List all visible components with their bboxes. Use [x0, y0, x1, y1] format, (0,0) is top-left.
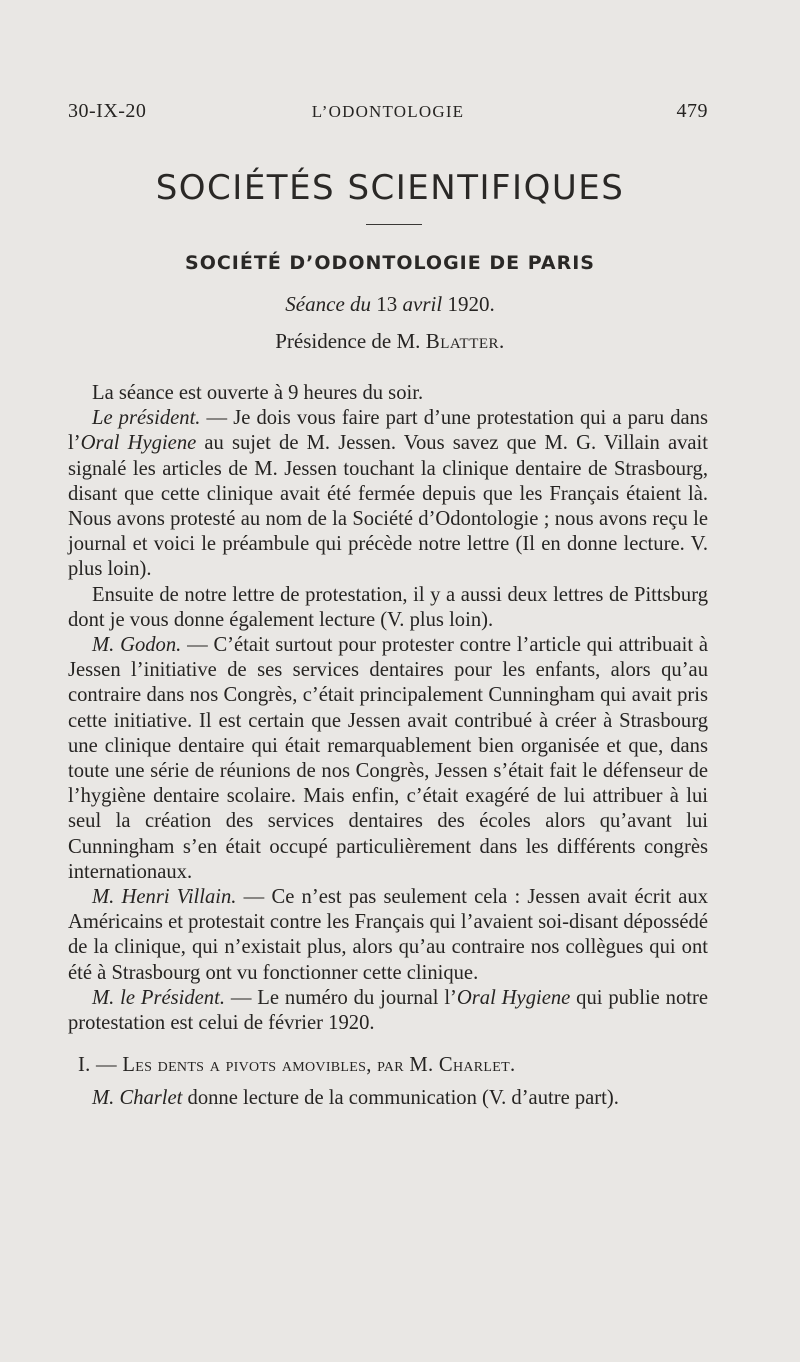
society-name: SOCIÉTÉ D’ODONTOLOGIE DE PARIS [185, 252, 595, 274]
paragraph [68, 583, 708, 633]
paragraph-text: — Je dois vous faire part d’une protestation qui a paru dans l’ [68, 407, 708, 455]
paragraph-text-cont: au sujet de M. Jessen. Vous savez que M. G. Villain avait signalé les articles de M. Jessen touchant la clinique dentaire de Strasbourg, disant que cette clinique avait été fermée depuis que les Français étaient là. Nous avons protesté au nom de la Société d’Odontologie ; nous avons reçu le journal et voici le préambule qui précède notre lettre (Il en donne lecture. V. plus loin). [68, 432, 708, 581]
paragraph-text: — Ce n’est pas seulement cela : Jessen avait écrit aux Américains et protestait contre les Français qui l’avaient soi-disant dépossédé de la clinique, qui n’existait plus, alors qu’au contraire nos collègues qui ont été à Strasbourg ont vu fonctionner cette clinique. [68, 886, 709, 984]
running-header [68, 100, 708, 130]
paragraph [68, 633, 708, 885]
paragraph-text-cont: qui publie notre protestation est celui de février 1920. [68, 986, 708, 1035]
paragraph-text: donne lecture de la communication (V. d’autre part). [182, 1087, 619, 1110]
session-year: 1920. [447, 292, 495, 316]
speaker-name: M. le Président. [92, 986, 225, 1009]
journal-title: L’ODONTOLOGIE [311, 102, 465, 121]
paragraph [68, 1086, 708, 1111]
section-heading: I. — Les dents a pivots amovibles, par M. Charlet. [78, 1054, 516, 1077]
paragraph-text: Ensuite de notre lettre de protestation, il y a aussi deux lettres de Pittsburg dont je vous donne également lecture (V. plus loin). [68, 583, 708, 631]
paragraph [68, 406, 708, 582]
header-date: 30-IX-20 [68, 100, 147, 122]
session-month: avril [402, 292, 443, 316]
session-date [0, 292, 780, 317]
speaker-name: M. Godon. [92, 634, 182, 657]
paragraph [68, 381, 708, 406]
title-rule [366, 224, 422, 225]
presidence-line [0, 329, 780, 354]
paragraph [68, 986, 708, 1036]
speaker-name: M. Henri Villain. [92, 886, 237, 909]
paragraph-text: — C’était surtout pour protester contre l’article qui attribuait à Jessen l’initiative de ses services dentaires pour les enfants, alors qu’au contraire dans nos Congrès, c’était principalement Cunningham qui avait pris cette initiative. Il est certain que Jessen avait contribué à créer à Strasbourg une clinique dentaire qui était remarquablement bien organisée et que, dans toute une série de réunions de nos Congrès, Jessen s’était fait le défenseur de l’hygiène dentaire scolaire. Mais enfin, c’était exagéré de lui attribuer à lui seul la création des services dentaires des écoles alors qu’avant lui Cunningham s’en était occupé particulièrement dans les différents congrès internationaux. [68, 634, 708, 883]
journal-name: Oral Hygiene [80, 432, 197, 455]
minutes-body [68, 381, 708, 1112]
speaker-name: Le président. [92, 407, 201, 430]
page-number: 479 [676, 100, 708, 122]
paragraph-text: La séance est ouverte à 9 heures du soir. [92, 382, 424, 404]
presidence-prefix: Présidence de M. [275, 329, 421, 353]
session-day: 13 [376, 292, 398, 316]
paragraph [68, 885, 708, 986]
president-name: Blatter. [425, 329, 505, 353]
session-prefix: Séance du [285, 292, 372, 316]
page-title: SOCIÉTÉS SCIENTIFIQUES [155, 168, 625, 208]
speaker-name: M. Charlet [92, 1087, 183, 1110]
journal-name: Oral Hygiene [456, 986, 571, 1009]
paragraph-text: — Le numéro du journal l’ [224, 986, 457, 1009]
